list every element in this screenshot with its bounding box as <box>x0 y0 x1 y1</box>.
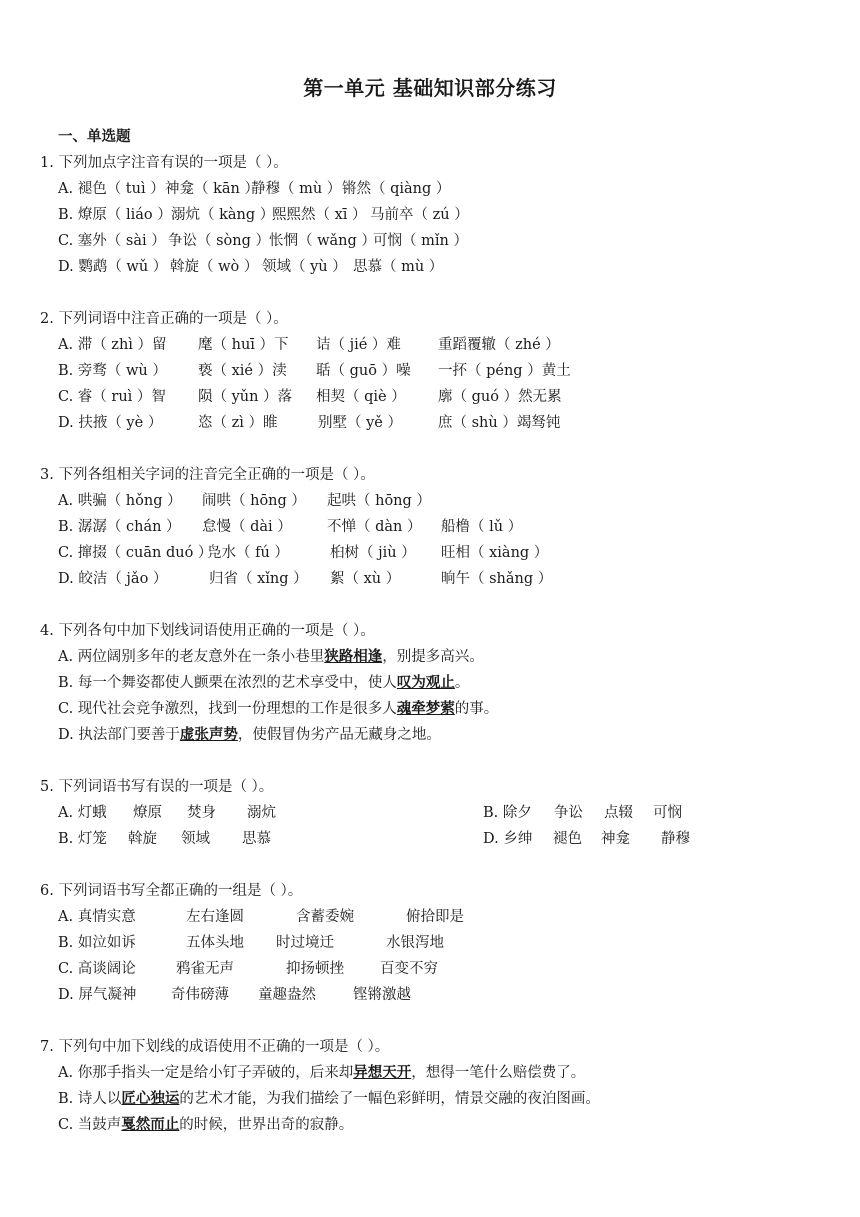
option-cell: B. 除夕 <box>483 805 532 821</box>
option-cell: 怅惘（ wǎng ） <box>269 233 376 249</box>
question-7-option-a <box>58 1061 585 1082</box>
option-cell: 斡旋（ wò ） <box>170 259 259 275</box>
option-cell: 廓（ guó ）然无累 <box>438 389 562 405</box>
question-4-stem: 4. 下列各句中加下划线词语使用正确的一项是（ ）。 <box>40 623 375 639</box>
option-cell: 凫水（ fú ） <box>207 545 289 561</box>
question-6-option-b <box>58 931 444 952</box>
option-cell: 相契（ qiè ） <box>316 389 406 405</box>
question-5-option-b-right <box>483 801 682 822</box>
option-cell: 重蹈覆辙（ zhé ） <box>438 337 560 353</box>
option-text: D. 执法部门要善于 <box>58 727 180 743</box>
option-cell: 争讼（ sòng ） <box>168 233 271 249</box>
option-cell: 庶（ shù ）竭驽钝 <box>438 415 561 431</box>
option-cell: 含蓄委婉 <box>296 909 354 925</box>
option-cell: 别墅（ yě ） <box>318 415 402 431</box>
option-cell: 左右逢圆 <box>186 909 244 925</box>
option-cell: A. 滞（ zhì ）留 <box>58 337 167 353</box>
option-cell: 奇伟磅薄 <box>171 987 229 1003</box>
option-text: ，别提多高兴。 <box>382 649 484 665</box>
option-cell: 恣（ zì ）睢 <box>198 415 278 431</box>
option-cell: 焚身 <box>187 805 216 821</box>
underlined-term: 魂牵梦萦 <box>396 701 455 717</box>
option-cell: 水银泻地 <box>386 935 444 951</box>
option-cell: 点辍 <box>604 805 633 821</box>
option-cell: D. 乡绅 <box>483 831 533 847</box>
option-cell: C. 塞外（ sài ） <box>58 233 166 249</box>
option-cell: 静穆 <box>661 831 690 847</box>
question-5-option-d <box>483 827 690 848</box>
option-cell: 思慕 <box>242 831 271 847</box>
option-cell: 鸦雀无声 <box>176 961 234 977</box>
option-text: 。 <box>454 675 470 691</box>
question-5-option-b <box>58 827 271 848</box>
question-2-option-c <box>58 385 562 406</box>
option-cell: 五体头地 <box>186 935 244 951</box>
option-cell: D. 屏气凝神 <box>58 987 137 1003</box>
option-cell: 聒（ guō ）噪 <box>316 363 411 379</box>
option-cell: 麾（ huī ）下 <box>198 337 289 353</box>
option-cell: 陨（ yǔn ）落 <box>198 389 293 405</box>
option-cell: 可悯 <box>653 805 682 821</box>
option-cell: 归省（ xǐng ） <box>209 571 308 587</box>
option-cell: B. 如泣如诉 <box>58 935 136 951</box>
option-cell: 思慕（ mù ） <box>353 259 444 275</box>
option-cell: 可悯（ mǐn ） <box>373 233 468 249</box>
option-cell: 锵然（ qiàng ） <box>342 181 451 197</box>
question-4-option-a <box>58 645 484 666</box>
question-3-option-b <box>58 515 522 536</box>
question-7-stem: 7. 下列句中加下划线的成语使用不正确的一项是（ ）。 <box>40 1039 390 1055</box>
option-cell: 熙熙然（ xī ） <box>272 207 367 223</box>
option-text: C. 现代社会竞争激烈，找到一份理想的工作是很多人 <box>58 701 397 717</box>
option-cell: D. 皎洁（ jǎo ） <box>58 571 168 587</box>
question-4-option-d <box>58 723 441 744</box>
option-cell: D. 扶掖（ yè ） <box>58 415 163 431</box>
option-text: 的时候，世界出奇的寂静。 <box>179 1117 354 1133</box>
option-cell: 溺炕（ kàng ） <box>171 207 275 223</box>
option-cell: 旺相（ xiàng ） <box>441 545 549 561</box>
option-cell: 俯拾即是 <box>406 909 464 925</box>
option-text: A. 两位阔别多年的老友意外在一条小巷里 <box>58 649 325 665</box>
option-cell: A. 哄骗（ hǒng ） <box>58 493 182 509</box>
option-text: B. 诗人以 <box>58 1091 122 1107</box>
option-cell: D. 鹦鹉（ wǔ ） <box>58 259 168 275</box>
option-cell: 抑扬顿挫 <box>286 961 344 977</box>
option-cell: 斡旋 <box>128 831 157 847</box>
option-cell: 领域 <box>181 831 210 847</box>
option-cell: 马前卒（ zú ） <box>370 207 469 223</box>
option-text: ，使假冒伪劣产品无藏身之地。 <box>237 727 441 743</box>
option-text: A. 你那手指头一定是给小钉子弄破的，后来却 <box>58 1065 354 1081</box>
section-heading: 一、单选题 <box>58 129 131 145</box>
option-text: 的事。 <box>454 701 499 717</box>
option-text: C. 当鼓声 <box>58 1117 122 1133</box>
question-3-option-a <box>58 489 441 510</box>
question-5-stem: 5. 下列词语书写有误的一项是（ ）。 <box>40 779 274 795</box>
option-cell: A. 灯蛾 <box>58 805 107 821</box>
option-cell: 桕树（ jiù ） <box>330 545 416 561</box>
question-2-option-b <box>58 359 571 380</box>
question-7-option-b <box>58 1087 600 1108</box>
option-cell: C. 睿（ ruì ）智 <box>58 389 166 405</box>
option-cell: B. 灯笼 <box>58 831 107 847</box>
option-cell: C. 撺掇（ cuān duó ） <box>58 545 213 561</box>
option-cell: 溺炕 <box>247 805 276 821</box>
underlined-term: 狭路相逢 <box>324 649 383 665</box>
underlined-term: 异想天开 <box>353 1065 412 1081</box>
option-cell: 铿锵激越 <box>353 987 411 1003</box>
question-1-stem: 1. 下列加点字注音有误的一项是（ ）。 <box>40 155 288 171</box>
question-1-option-a <box>58 177 450 198</box>
option-cell: A. 褪色（ tuì ） <box>58 181 165 197</box>
underlined-term: 叹为观止 <box>396 675 455 691</box>
question-2-option-d <box>58 411 560 432</box>
question-3-stem: 3. 下列各组相关字词的注音完全正确的一项是（ ）。 <box>40 467 375 483</box>
option-cell: 诘（ jié ）难 <box>316 337 401 353</box>
question-3-option-d <box>58 567 552 588</box>
option-cell: C. 高谈阔论 <box>58 961 136 977</box>
option-cell: 静穆（ mù ） <box>251 181 342 197</box>
option-text: 的艺术才能，为我们描绘了一幅色彩鲜明，情景交融的夜泊图画。 <box>179 1091 600 1107</box>
option-cell: B. 燎原（ liáo ） <box>58 207 172 223</box>
option-cell: A. 真情实意 <box>58 909 136 925</box>
option-text: ，想得一笔什么赔偿费了。 <box>411 1065 586 1081</box>
question-1-option-d <box>58 255 443 276</box>
question-5-option-a <box>58 801 276 822</box>
option-cell: 百变不穷 <box>380 961 438 977</box>
question-7-option-c <box>58 1113 353 1134</box>
question-4-option-b <box>58 671 469 692</box>
question-6-option-a <box>58 905 464 926</box>
option-cell: 领域（ yù ） <box>262 259 347 275</box>
question-3-option-c <box>58 541 548 562</box>
underlined-term: 戛然而止 <box>121 1117 180 1133</box>
option-text: B. 每一个舞姿都使人颤栗在浓烈的艺术享受中，使人 <box>58 675 397 691</box>
question-2-stem: 2. 下列词语中注音正确的一项是（ ）。 <box>40 311 288 327</box>
option-cell: 褪色 <box>553 831 582 847</box>
option-cell: 怠慢（ dài ） <box>202 519 292 535</box>
question-6-option-c <box>58 957 438 978</box>
option-cell: 闹哄（ hōng ） <box>202 493 306 509</box>
option-cell: 神龛 <box>601 831 630 847</box>
question-4-option-c <box>58 697 498 718</box>
page-title: 第一单元 基础知识部分练习 <box>303 76 557 100</box>
option-cell: 船橹（ lǔ ） <box>441 519 523 535</box>
underlined-term: 虚张声势 <box>179 727 238 743</box>
underlined-term: 匠心独运 <box>121 1091 180 1107</box>
question-1-option-c <box>58 229 468 250</box>
question-2-option-a <box>58 333 560 354</box>
option-cell: 不惮（ dàn ） <box>327 519 422 535</box>
option-cell: 童趣盎然 <box>258 987 316 1003</box>
option-cell: 亵（ xié ）渎 <box>198 363 287 379</box>
question-6-stem: 6. 下列词语书写全都正确的一组是（ ）。 <box>40 883 303 899</box>
option-cell: 争讼 <box>554 805 583 821</box>
option-cell: B. 旁骛（ wù ） <box>58 363 167 379</box>
question-1-option-b <box>58 203 469 224</box>
option-cell: 时过境迁 <box>276 935 334 951</box>
option-cell: 絮（ xù ） <box>330 571 401 587</box>
option-cell: 一抔（ péng ）黄土 <box>438 363 571 379</box>
option-cell: 晌午（ shǎng ） <box>441 571 553 587</box>
option-cell: B. 潺潺（ chán ） <box>58 519 181 535</box>
question-6-option-d <box>58 983 411 1004</box>
option-cell: 起哄（ hōng ） <box>327 493 431 509</box>
option-cell: 燎原 <box>133 805 162 821</box>
option-cell: 神龛（ kān ） <box>165 181 259 197</box>
